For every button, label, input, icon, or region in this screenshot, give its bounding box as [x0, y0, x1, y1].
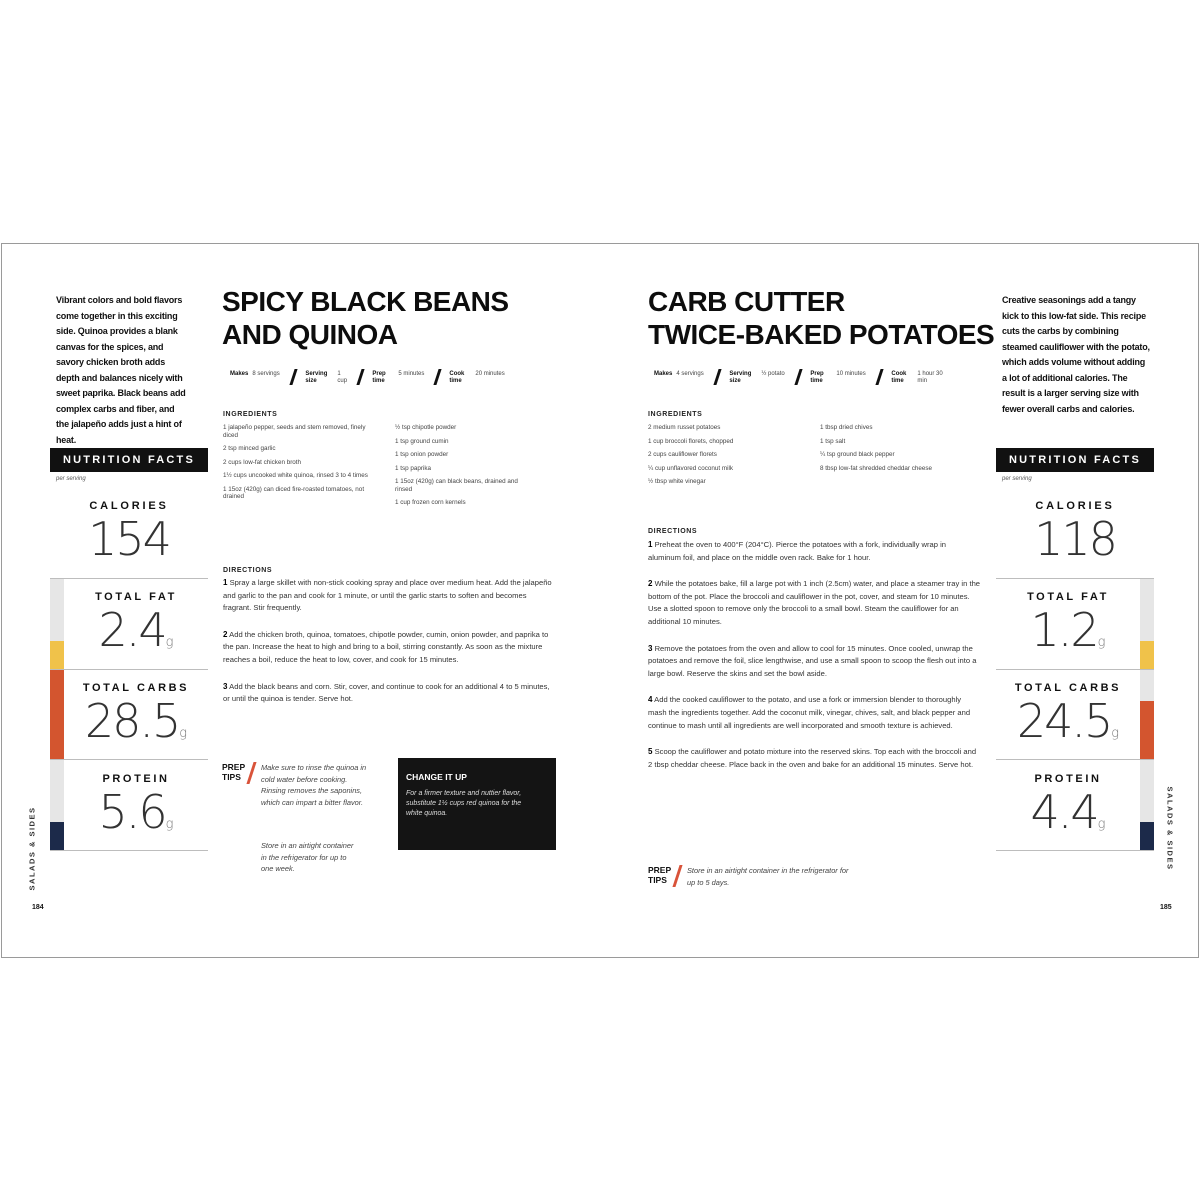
ingredient-item: 1 jalapeño pepper, seeds and stem removed, finely diced	[223, 424, 366, 439]
meta-value: 5 minutes	[398, 371, 425, 377]
left-carbs-color-segment	[50, 669, 64, 759]
prep-label-line: PREP	[648, 865, 672, 875]
ingredient-item: ¼ tsp ground black pepper	[820, 451, 895, 458]
step-number: 5	[648, 747, 653, 757]
meta-divider	[714, 369, 722, 385]
direction-step	[223, 577, 555, 615]
left-page-number: 184	[32, 904, 44, 911]
direction-step	[648, 539, 980, 564]
left-protein-value	[64, 787, 208, 850]
ingredient-item: 1 tsp ground cumin	[395, 437, 449, 445]
right-protein-number: 4.4	[1030, 785, 1098, 839]
right-divider	[996, 850, 1154, 851]
step-number: 2	[223, 629, 228, 639]
left-section-side-label: SALADS & SIDES	[27, 806, 37, 891]
meta-label: Cook time	[891, 371, 907, 384]
left-fat-value	[64, 605, 208, 668]
left-ingredients-col-2	[395, 424, 533, 513]
left-divider	[50, 578, 208, 579]
step-number: 3	[223, 681, 228, 691]
left-protein-label: PROTEIN	[102, 773, 170, 785]
right-fat-value	[996, 605, 1140, 668]
right-carbs-unit: g	[1111, 726, 1120, 741]
left-change-it-up-box	[398, 758, 556, 850]
ingredient-item: 2 cups cauliflower florets	[648, 451, 717, 458]
left-carbs-number: 28.5	[84, 694, 180, 748]
direction-step	[648, 578, 980, 628]
prep-label-line: TIPS	[222, 772, 241, 782]
right-ingredients-col-2	[820, 424, 945, 478]
step-number: 1	[223, 578, 228, 587]
left-protein-number: 5.6	[98, 785, 166, 839]
ingredient-item: 2 cups low-fat chicken broth	[223, 458, 302, 466]
ingredient-item: 1 15oz (420g) can black beans, drained and rinsed	[395, 478, 518, 493]
left-prep-tip-2: Store in an airtight container in the refrigerator for up to one week.	[261, 841, 354, 874]
meta-divider	[876, 369, 884, 385]
meta-label: Serving size	[305, 371, 328, 384]
left-nutrition-facts-header: NUTRITION FACTS	[50, 448, 208, 472]
right-directions	[648, 539, 980, 785]
left-divider	[50, 759, 208, 760]
step-text: Remove the potatoes from the oven and allow to cool for 15 minutes. Once cooled, unwrap the potatoes and remove the foil, slice lengthwise, and use a small spoon to scoop the flesh out into a large bowl. Reserve the skins and set the bowl aside.	[648, 643, 977, 678]
direction-step	[648, 694, 980, 732]
right-carbs-color-segment	[1140, 701, 1154, 759]
left-calories-value: 154	[88, 512, 170, 566]
right-calories-label: CALORIES	[1035, 500, 1115, 512]
ingredient-item: 1 tsp onion powder	[395, 451, 449, 458]
meta-value: 8 servings	[252, 371, 280, 377]
right-per-serving: per serving	[1002, 476, 1032, 482]
direction-step	[648, 746, 980, 771]
left-protein-unit: g	[165, 817, 174, 832]
left-recipe-meta	[230, 371, 509, 385]
right-section-side-label: SALADS & SIDES	[1165, 786, 1175, 871]
left-divider	[50, 669, 208, 670]
left-directions-heading: DIRECTIONS	[223, 567, 273, 574]
right-prep-tip: Store in an airtight container in the refrigerator for up to 5 days.	[687, 866, 849, 887]
step-text: Spray a large skillet with non-stick cooking spray and place over medium heat. Add the jalapeño and garlic to the pan and cook for 1 minute, or until the garlic starts to soften and becomes fragrant. Stir frequently.	[223, 578, 552, 613]
ingredient-item: ½ tsp chipotle powder	[395, 424, 457, 431]
book-spread	[1, 243, 1199, 958]
ingredient-item: 1 tsp paprika	[395, 464, 432, 472]
left-protein-color-segment	[50, 822, 64, 850]
ingredient-item: ½ tbsp white vinegar	[648, 478, 706, 485]
left-fat-unit: g	[165, 635, 174, 650]
right-page-number: 185	[1160, 904, 1172, 911]
left-recipe-title	[222, 285, 509, 351]
right-protein-value	[996, 787, 1140, 850]
meta-value: ½ potato	[761, 371, 785, 377]
right-ingredients-heading: INGREDIENTS	[648, 411, 703, 418]
direction-step	[648, 643, 980, 681]
meta-value: 1 cup	[337, 371, 348, 384]
step-number: 2	[648, 579, 653, 589]
ingredient-item: ¼ cup unflavored coconut milk	[648, 464, 734, 472]
left-prep-tips-slash	[246, 762, 256, 784]
meta-divider	[434, 369, 442, 385]
meta-label: Serving size	[729, 371, 752, 384]
meta-label: Makes	[230, 371, 249, 377]
right-fat-number: 1.2	[1030, 603, 1098, 657]
meta-label: Makes	[654, 371, 673, 377]
right-carbs-label: TOTAL CARBS	[1014, 682, 1122, 694]
right-fat-color-segment	[1140, 641, 1154, 669]
left-prep-tip-1: Make sure to rinse the quinoa in cold water before cooking. Rinsing removes the saponins, which can impart a bitter flavor.	[261, 763, 367, 807]
step-number: 1	[648, 540, 653, 549]
right-recipe-meta	[654, 371, 947, 385]
step-number: 4	[648, 695, 653, 705]
step-text: While the potatoes bake, fill a large pot with 1 inch (2.5cm) water, and place a steamer tray in the bottom of the pot. Place the broccoli and cauliflower in the pot, cover, and steam for 10 minutes. Use a slotted spoon to remove only the broccoli to a small bowl. Steam the cauliflower for an additional 10 minutes.	[648, 579, 981, 626]
left-fat-color-segment	[50, 641, 64, 669]
direction-step	[223, 681, 555, 706]
right-prep-tips-label	[648, 865, 671, 885]
left-per-serving: per serving	[56, 476, 86, 482]
left-calories-label: CALORIES	[89, 500, 169, 512]
ingredient-item: 1 tbsp dried chives	[820, 424, 873, 431]
right-directions-heading: DIRECTIONS	[648, 528, 698, 535]
left-ingredients-heading: INGREDIENTS	[223, 411, 278, 418]
meta-label: Prep time	[372, 371, 386, 384]
step-number: 3	[648, 643, 653, 653]
step-text: Preheat the oven to 400°F (204°C). Pierce the potatoes with a fork, individually wrap in aluminum foil, and place on the middle oven rack. Bake for 1 hour.	[648, 540, 946, 562]
step-text: Scoop the cauliflower and potato mixture into the reserved skins. Top each with the broccoli and 2 tbsp cheddar cheese. Place back in the oven and bake for an additional 15 minutes. Serve hot.	[648, 747, 977, 769]
ingredient-item: 1 tsp salt	[820, 437, 846, 445]
right-protein-color-segment	[1140, 822, 1154, 850]
meta-value: 20 minutes	[475, 371, 505, 377]
ingredient-item: 8 tbsp low-fat shredded cheddar cheese	[820, 464, 933, 472]
direction-step	[223, 629, 555, 667]
ingredient-item: 1 15oz (420g) can diced fire-roasted tomatoes, not drained	[223, 485, 365, 500]
meta-label: Cook time	[449, 371, 465, 384]
right-ingredients-col-1	[648, 424, 808, 492]
change-it-up-body: For a firmer texture and nuttier flavor, substitute 1½ cups red quinoa for the white quinoa.	[406, 790, 522, 817]
ingredient-item: 2 medium russet potatoes	[648, 424, 721, 431]
right-nutrition-facts-header: NUTRITION FACTS	[996, 448, 1154, 472]
left-carbs-unit: g	[179, 726, 188, 741]
meta-divider	[357, 369, 365, 385]
prep-label-line: PREP	[222, 762, 246, 772]
meta-label: Prep time	[810, 371, 824, 384]
step-text: Add the cooked cauliflower to the potato, and use a fork or immersion blender to thoroughly mash the ingredients together. Add the coconut milk, vinegar, chives, salt, and black pepper and continue to mash until all ingredients are well incorporated and smooth texture is achieved.	[648, 695, 971, 730]
right-recipe-title	[648, 285, 994, 351]
meta-value: 10 minutes	[836, 371, 866, 377]
right-calories-value: 118	[1034, 512, 1116, 566]
left-directions	[223, 577, 555, 720]
right-carbs-value	[996, 696, 1140, 759]
ingredient-item: 1 cup broccoli florets, chopped	[648, 437, 734, 445]
change-it-up-title: CHANGE IT UP	[406, 772, 467, 782]
left-ingredients-col-1	[223, 424, 381, 507]
step-text: Add the black beans and corn. Stir, cover, and continue to cook for an additional 4 to 5 minutes, or until the quinoa is tender. Serve hot.	[223, 681, 550, 704]
ingredient-item: 1½ cups uncooked white quinoa, rinsed 3 to 4 times	[223, 472, 368, 479]
right-fat-label: TOTAL FAT	[1027, 591, 1109, 603]
right-intro-text: Creative seasonings add a tangy kick to this low-fat side. This recipe cuts the carbs by combining steamed cauliflower with the potato, which adds volume without adding a lot of additional calories. The result is a larger serving size with fewer overall carbs and calories.	[1002, 295, 1150, 414]
left-prep-tips-label	[222, 762, 245, 782]
left-divider	[50, 850, 208, 851]
left-title-line-2: AND QUINOA	[222, 319, 398, 350]
right-divider	[996, 759, 1154, 760]
right-title-line-2: TWICE-BAKED POTATOES	[648, 319, 995, 350]
meta-divider	[290, 369, 298, 385]
ingredient-item: 1 cup frozen corn kernels	[395, 499, 466, 506]
left-carbs-label: TOTAL CARBS	[82, 682, 190, 694]
left-intro-text: Vibrant colors and bold flavors come together in this exciting side. Quinoa provides a blank canvas for the spices, and savory chicken broth adds depth and balances nicely with sweet paprika. Black beans add complex carbs and fiber, and the jalapeño adds just a hint of heat.	[56, 295, 186, 445]
right-prep-tips-slash	[672, 865, 682, 887]
right-protein-label: PROTEIN	[1034, 773, 1102, 785]
left-carbs-value	[64, 696, 208, 759]
step-text: Add the chicken broth, quinoa, tomatoes, chipotle powder, cumin, onion powder, and paprika to the pan. Increase the heat to high and bring to a boil, stirring constantly. As soon as the mixture reaches a boil, reduce the heat to low, cover, and cook for 15 minutes.	[223, 629, 549, 664]
meta-value: 1 hour 30 min	[917, 371, 943, 384]
right-divider	[996, 669, 1154, 670]
left-title-line-1: SPICY BLACK BEANS	[222, 286, 509, 317]
right-divider	[996, 578, 1154, 579]
left-fat-label: TOTAL FAT	[95, 591, 177, 603]
prep-label-line: TIPS	[648, 875, 667, 885]
meta-divider	[795, 369, 803, 385]
right-protein-unit: g	[1097, 817, 1106, 832]
right-title-line-1: CARB CUTTER	[648, 286, 845, 317]
right-fat-unit: g	[1097, 635, 1106, 650]
left-fat-number: 2.4	[98, 603, 166, 657]
right-carbs-number: 24.5	[1016, 694, 1112, 748]
ingredient-item: 2 tsp minced garlic	[223, 445, 276, 452]
meta-value: 4 servings	[676, 371, 704, 377]
